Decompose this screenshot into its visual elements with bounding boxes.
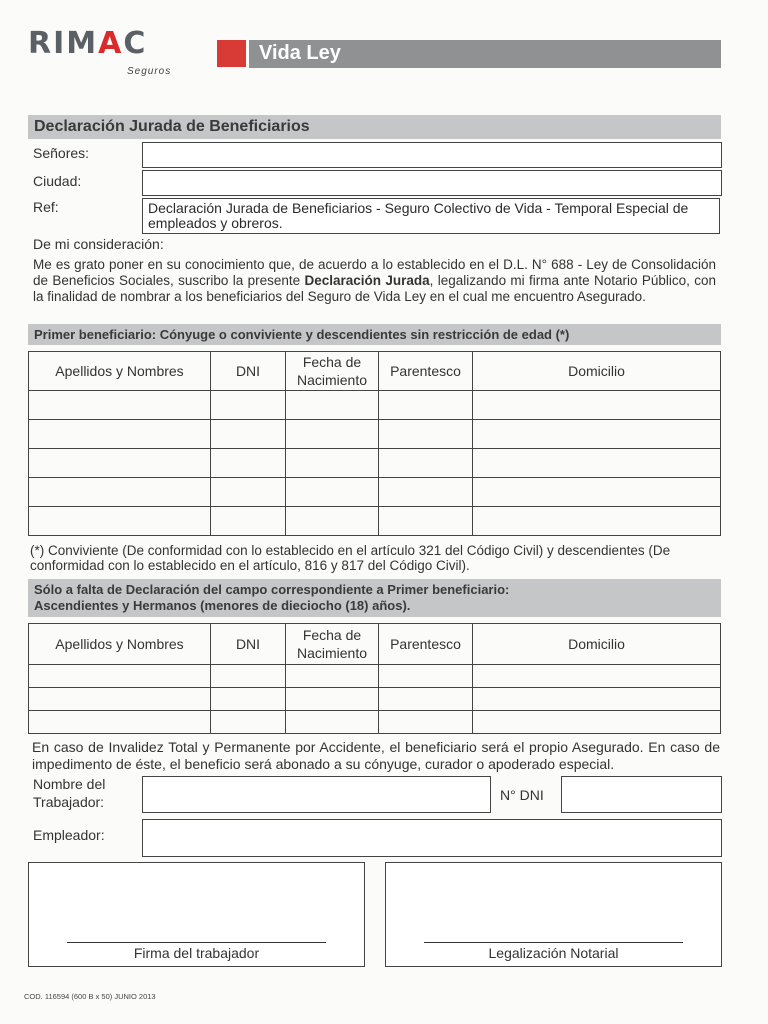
senores-label: Señores: (33, 145, 90, 161)
second-beneficiary-title: Sólo a falta de Declaración del campo correspondiente a Primer beneficiario: Ascendientes y Hermanos (menores de dieciocho (18) años). (28, 579, 721, 617)
product-title-bar (249, 40, 721, 68)
header-relation: Parentesco (379, 624, 473, 665)
table-row[interactable] (29, 478, 721, 507)
worker-name-label: Nombre del Trabajador: (33, 776, 106, 810)
signature-line (424, 942, 683, 943)
header-relation: Parentesco (379, 352, 473, 391)
conviviente-note: (*) Conviviente (De conformidad con lo establecido en el artículo 321 del Código Civil) y descendientes (De conformidad con lo establecido en el artículo, 816 y 817 del Código Civil). (30, 543, 671, 573)
header-birth: Fecha de Nacimiento (286, 352, 379, 391)
header-birth: Fecha de Nacimiento (286, 624, 379, 665)
section-title: Declaración Jurada de Beneficiarios (28, 115, 721, 139)
table-row[interactable] (29, 449, 721, 478)
brand-square (217, 40, 246, 67)
product-title: Vida Ley (259, 42, 341, 64)
ciudad-label: Ciudad: (33, 173, 82, 189)
dni-field[interactable] (561, 776, 722, 813)
table-row[interactable] (29, 665, 721, 688)
worker-signature-label: Firma del trabajador (133, 945, 260, 961)
rimac-logo: RIMAC (28, 26, 148, 61)
employer-field[interactable] (142, 819, 722, 857)
notary-signature-label: Legalización Notarial (488, 945, 619, 961)
ref-label: Ref: (33, 199, 59, 215)
signature-line (67, 942, 326, 943)
header-address: Domicilio (473, 624, 721, 665)
worker-signature-box[interactable] (28, 862, 365, 967)
senores-field[interactable] (142, 142, 722, 168)
header-address: Domicilio (473, 352, 721, 391)
table-row[interactable] (29, 507, 721, 536)
first-beneficiary-title: Primer beneficiario: Cónyuge o conviviente y descendientes sin restricción de edad (*) (28, 324, 721, 345)
header-dni: DNI (211, 624, 286, 665)
table-row[interactable] (29, 688, 721, 711)
worker-name-field[interactable] (142, 776, 491, 813)
form-code: COD. 116594 (600 B x 50) JUNIO 2013 (24, 992, 156, 1001)
first-beneficiary-table (28, 351, 721, 536)
table-row[interactable] (29, 420, 721, 449)
greeting: De mi consideración: (33, 236, 164, 252)
header-names: Apellidos y Nombres (29, 624, 211, 665)
employer-label: Empleador: (33, 827, 105, 843)
ciudad-field[interactable] (142, 170, 722, 196)
second-beneficiary-table (28, 623, 721, 734)
declaration-paragraph: Me es grato poner en su conocimiento que, de acuerdo a lo establecido en el D.L. N° 688 - Ley de Consolidación de Beneficios Sociales, suscribo la presente Declaración Jurada, legalizando mi firma ante Notario Público, con la finalidad de nombrar a los beneficiarios del Seguro de Vida Ley en el cual me encuentro Asegurado. (33, 257, 717, 304)
logo-subtitle: Seguros (127, 66, 172, 77)
notary-signature-box[interactable] (385, 862, 722, 967)
ref-box: Declaración Jurada de Beneficiarios - Seguro Colectivo de Vida - Temporal Especial de empleados y obreros. (142, 198, 720, 234)
dni-label: N° DNI (500, 787, 544, 803)
table-row[interactable] (29, 391, 721, 420)
header-dni: DNI (211, 352, 286, 391)
header-names: Apellidos y Nombres (29, 352, 211, 391)
table-header-row (29, 624, 721, 665)
table-header-row (29, 352, 721, 391)
invalidez-paragraph: En caso de Invalidez Total y Permanente por Accidente, el beneficiario será el propio Asegurado. En caso de impedimento de éste, el beneficio será abonado a su cónyuge, curador o apoderado especial. (32, 739, 720, 772)
table-row[interactable] (29, 711, 721, 734)
